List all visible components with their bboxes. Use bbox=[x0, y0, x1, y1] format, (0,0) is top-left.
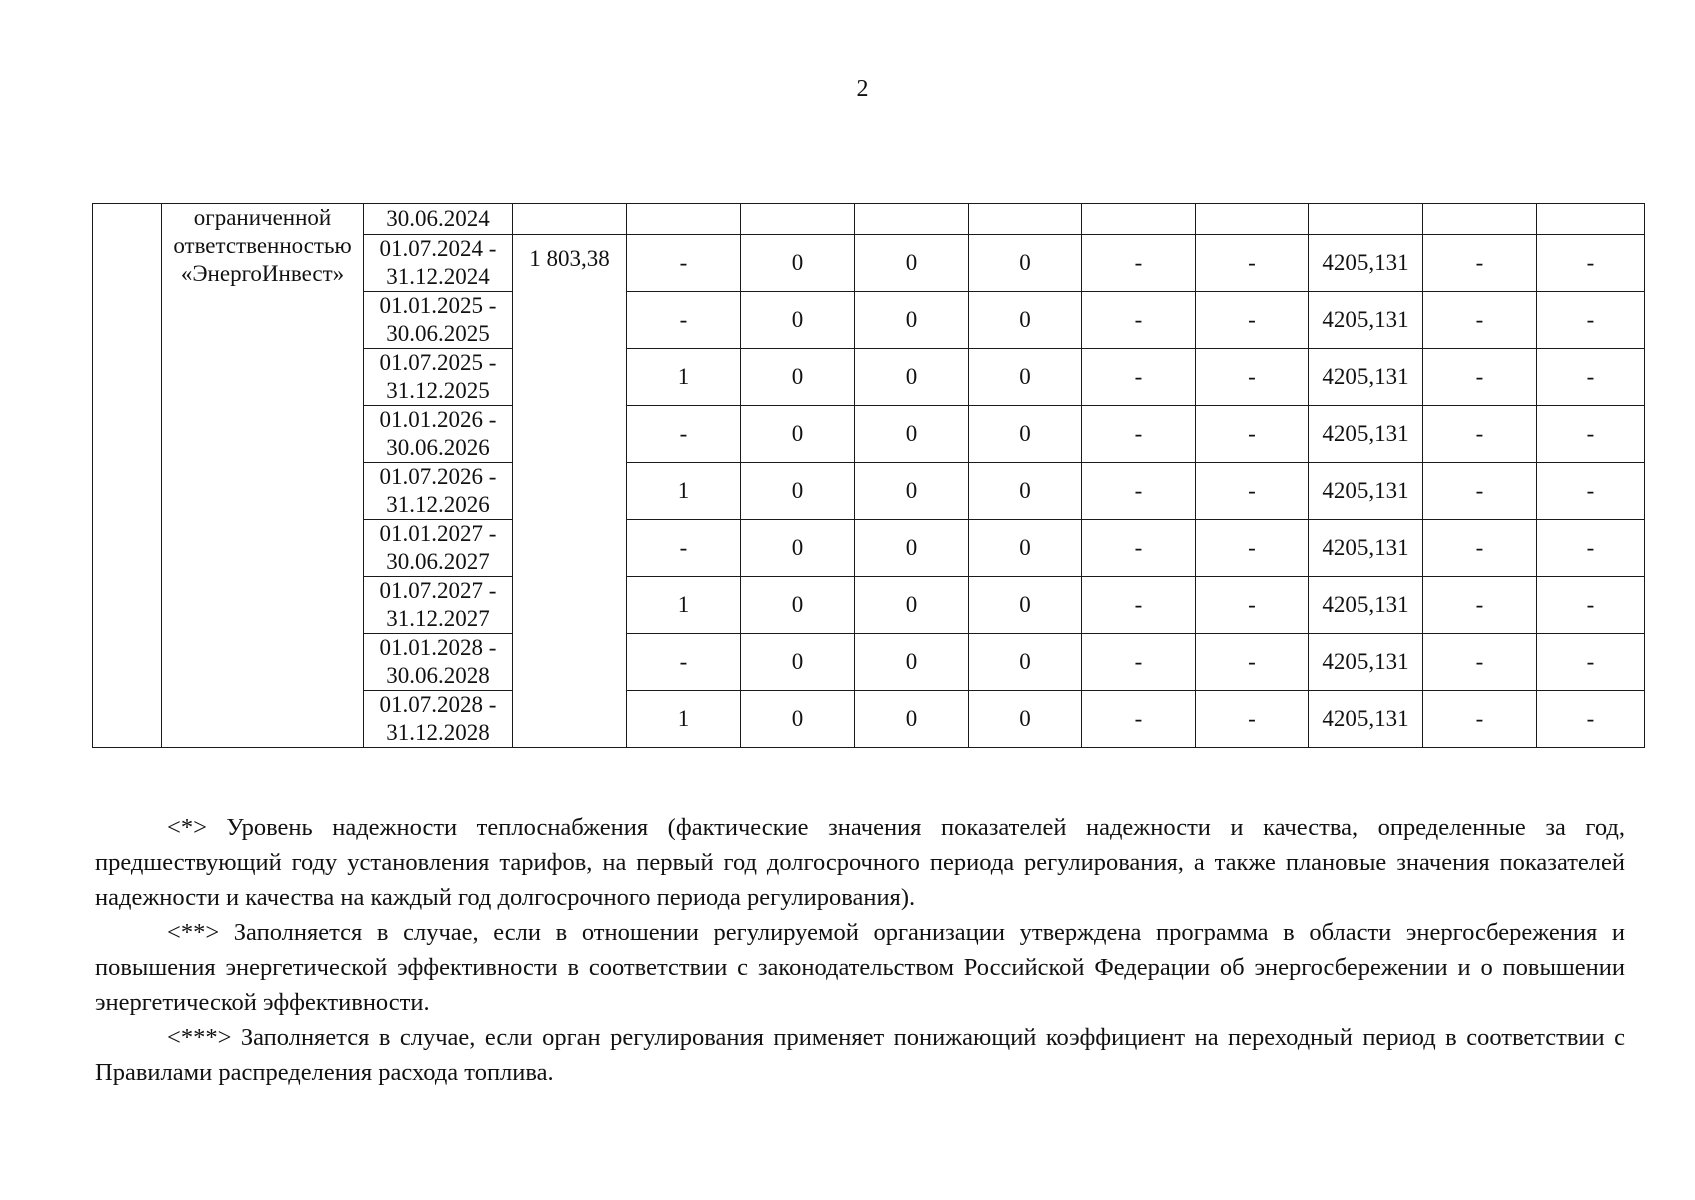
value-cell: 0 bbox=[855, 235, 969, 292]
period-end: 31.12.2027 bbox=[386, 606, 490, 631]
value-cell: - bbox=[627, 520, 741, 577]
period-cell bbox=[364, 463, 513, 520]
period-start: 01.01.2028 - bbox=[379, 635, 497, 660]
value-cell: - bbox=[1082, 349, 1196, 406]
period-start: 01.01.2027 - bbox=[379, 521, 497, 546]
value-cell: 0 bbox=[741, 691, 855, 748]
value-cell: 0 bbox=[855, 520, 969, 577]
value-cell: - bbox=[1082, 406, 1196, 463]
value-cell: - bbox=[1082, 292, 1196, 349]
value-cell: 0 bbox=[741, 634, 855, 691]
footnote: <*> Уровень надежности теплоснабжения (фактические значения показателей надежности и качества, определенные за год, предшествующий году установления тарифов, на первый год долгосрочного периода регулирования, а также плановые значения показателей надежности и качества на каждый год долгосрочного периода регулирования). bbox=[95, 814, 1625, 911]
value-cell: - bbox=[627, 634, 741, 691]
value-cell: - bbox=[1196, 634, 1309, 691]
value-cell: - bbox=[1196, 691, 1309, 748]
period-end: 31.12.2026 bbox=[386, 492, 490, 517]
value-cell: 4205,131 bbox=[1309, 520, 1423, 577]
value-cell: - bbox=[1423, 406, 1537, 463]
value-cell: 0 bbox=[855, 577, 969, 634]
period-end: 31.12.2025 bbox=[386, 378, 490, 403]
period-start: 01.07.2026 - bbox=[379, 464, 497, 489]
value-cell: - bbox=[627, 235, 741, 292]
value-cell: - bbox=[1196, 463, 1309, 520]
org-line: ответственностью bbox=[173, 233, 352, 258]
value-cell: 0 bbox=[969, 691, 1082, 748]
value-cell: 0 bbox=[741, 292, 855, 349]
value-cell: - bbox=[1423, 520, 1537, 577]
value-cell: - bbox=[627, 292, 741, 349]
value-cell: 0 bbox=[855, 691, 969, 748]
organization-name-cell bbox=[162, 204, 364, 748]
value-cell bbox=[1196, 204, 1309, 235]
value-cell: 0 bbox=[741, 520, 855, 577]
period-cell bbox=[364, 406, 513, 463]
value-cell: - bbox=[1196, 235, 1309, 292]
footnotes bbox=[95, 810, 1625, 1090]
value-cell: 4205,131 bbox=[1309, 292, 1423, 349]
value-cell: 4205,131 bbox=[1309, 406, 1423, 463]
value-cell: 0 bbox=[969, 349, 1082, 406]
value-cell: - bbox=[1537, 406, 1645, 463]
value-cell: 1 bbox=[627, 577, 741, 634]
value-cell: 4205,131 bbox=[1309, 577, 1423, 634]
period-cell bbox=[364, 235, 513, 292]
org-line: ограниченной bbox=[193, 205, 332, 230]
value-cell: 0 bbox=[969, 634, 1082, 691]
period-end: 30.06.2028 bbox=[386, 663, 490, 688]
period-cell bbox=[364, 577, 513, 634]
value-cell: 0 bbox=[741, 577, 855, 634]
period-end: 30.06.2025 bbox=[386, 321, 490, 346]
period-cell bbox=[364, 634, 513, 691]
value-cell bbox=[1309, 204, 1423, 235]
value-cell: - bbox=[1537, 691, 1645, 748]
value-cell: - bbox=[1423, 463, 1537, 520]
value-cell: - bbox=[1537, 463, 1645, 520]
period-cell bbox=[364, 292, 513, 349]
period-cell bbox=[364, 349, 513, 406]
value-cell: - bbox=[1082, 691, 1196, 748]
value-cell: 0 bbox=[969, 406, 1082, 463]
value-cell: 0 bbox=[969, 292, 1082, 349]
value-cell: 1 bbox=[627, 691, 741, 748]
value-cell: 0 bbox=[741, 235, 855, 292]
value-cell: 0 bbox=[969, 235, 1082, 292]
value-cell: - bbox=[1537, 577, 1645, 634]
value-cell: - bbox=[1423, 634, 1537, 691]
period-cell bbox=[364, 691, 513, 748]
value-cell: 0 bbox=[741, 463, 855, 520]
value-cell: - bbox=[1082, 463, 1196, 520]
value-cell: - bbox=[1423, 292, 1537, 349]
value-cell: - bbox=[1537, 292, 1645, 349]
value-cell: - bbox=[1082, 235, 1196, 292]
value-cell bbox=[513, 204, 627, 235]
value-cell: 0 bbox=[855, 292, 969, 349]
period-start: 01.07.2028 - bbox=[379, 692, 497, 717]
period-start: 01.07.2024 - bbox=[379, 236, 497, 261]
value-cell: - bbox=[627, 406, 741, 463]
period-end: 30.06.2026 bbox=[386, 435, 490, 460]
period-end: 30.06.2027 bbox=[386, 549, 490, 574]
tariff-table bbox=[92, 203, 1645, 748]
value-cell: - bbox=[1196, 520, 1309, 577]
value-cell: - bbox=[1423, 349, 1537, 406]
footnote: <***> Заполняется в случае, если орган регулирования применяет понижающий коэффициент на переходный период в соответствии с Правилами распределения расхода топлива. bbox=[95, 1024, 1625, 1086]
value-cell: - bbox=[1082, 634, 1196, 691]
page-number: 2 bbox=[856, 76, 869, 102]
footnote: <**> Заполняется в случае, если в отношении регулируемой организации утверждена программа в области энергосбережения и повышения энергетической эффективности в соответствии с законодательством Российской Федерации об энергосбережении и о повышении энергетической эффективности. bbox=[95, 919, 1625, 1016]
value-cell bbox=[741, 204, 855, 235]
value-cell: 4205,131 bbox=[1309, 691, 1423, 748]
row-number-cell bbox=[93, 204, 162, 748]
period-cell: 30.06.2024 bbox=[364, 204, 513, 235]
value-cell bbox=[627, 204, 741, 235]
value-cell: - bbox=[1537, 634, 1645, 691]
value-cell: - bbox=[1423, 577, 1537, 634]
value-cell: 0 bbox=[741, 406, 855, 463]
value-cell: - bbox=[1196, 292, 1309, 349]
value-cell: 0 bbox=[969, 577, 1082, 634]
value-cell bbox=[1423, 204, 1537, 235]
price-value: 1 803,38 bbox=[529, 246, 610, 271]
value-cell bbox=[1082, 204, 1196, 235]
value-cell: 0 bbox=[741, 349, 855, 406]
value-cell: - bbox=[1196, 577, 1309, 634]
value-cell: 4205,131 bbox=[1309, 349, 1423, 406]
value-cell bbox=[969, 204, 1082, 235]
value-cell: - bbox=[1537, 235, 1645, 292]
table-row-first bbox=[93, 204, 1645, 235]
value-cell: 4205,131 bbox=[1309, 463, 1423, 520]
value-cell: 4205,131 bbox=[1309, 235, 1423, 292]
period-end: 31.12.2024 bbox=[386, 264, 490, 289]
period-start: 01.01.2026 - bbox=[379, 407, 497, 432]
period-start: 01.01.2025 - bbox=[379, 293, 497, 318]
value-cell: - bbox=[1196, 349, 1309, 406]
period-start: 01.07.2025 - bbox=[379, 350, 497, 375]
value-cell: 0 bbox=[969, 520, 1082, 577]
value-cell: - bbox=[1082, 577, 1196, 634]
value-cell bbox=[855, 204, 969, 235]
value-cell: 0 bbox=[855, 463, 969, 520]
value-cell: 0 bbox=[855, 349, 969, 406]
value-cell: - bbox=[1423, 235, 1537, 292]
org-line: «ЭнергоИнвест» bbox=[180, 261, 345, 286]
value-cell: - bbox=[1196, 406, 1309, 463]
period-start: 01.07.2027 - bbox=[379, 578, 497, 603]
price-cell bbox=[513, 235, 627, 748]
value-cell: 4205,131 bbox=[1309, 634, 1423, 691]
value-cell: 1 bbox=[627, 463, 741, 520]
period-end: 31.12.2028 bbox=[386, 720, 490, 745]
value-cell: - bbox=[1423, 691, 1537, 748]
value-cell: 0 bbox=[969, 463, 1082, 520]
value-cell: - bbox=[1082, 520, 1196, 577]
period-cell bbox=[364, 520, 513, 577]
value-cell: - bbox=[1537, 349, 1645, 406]
value-cell: - bbox=[1537, 520, 1645, 577]
value-cell: 1 bbox=[627, 349, 741, 406]
value-cell: 0 bbox=[855, 634, 969, 691]
value-cell bbox=[1537, 204, 1645, 235]
value-cell: 0 bbox=[855, 406, 969, 463]
